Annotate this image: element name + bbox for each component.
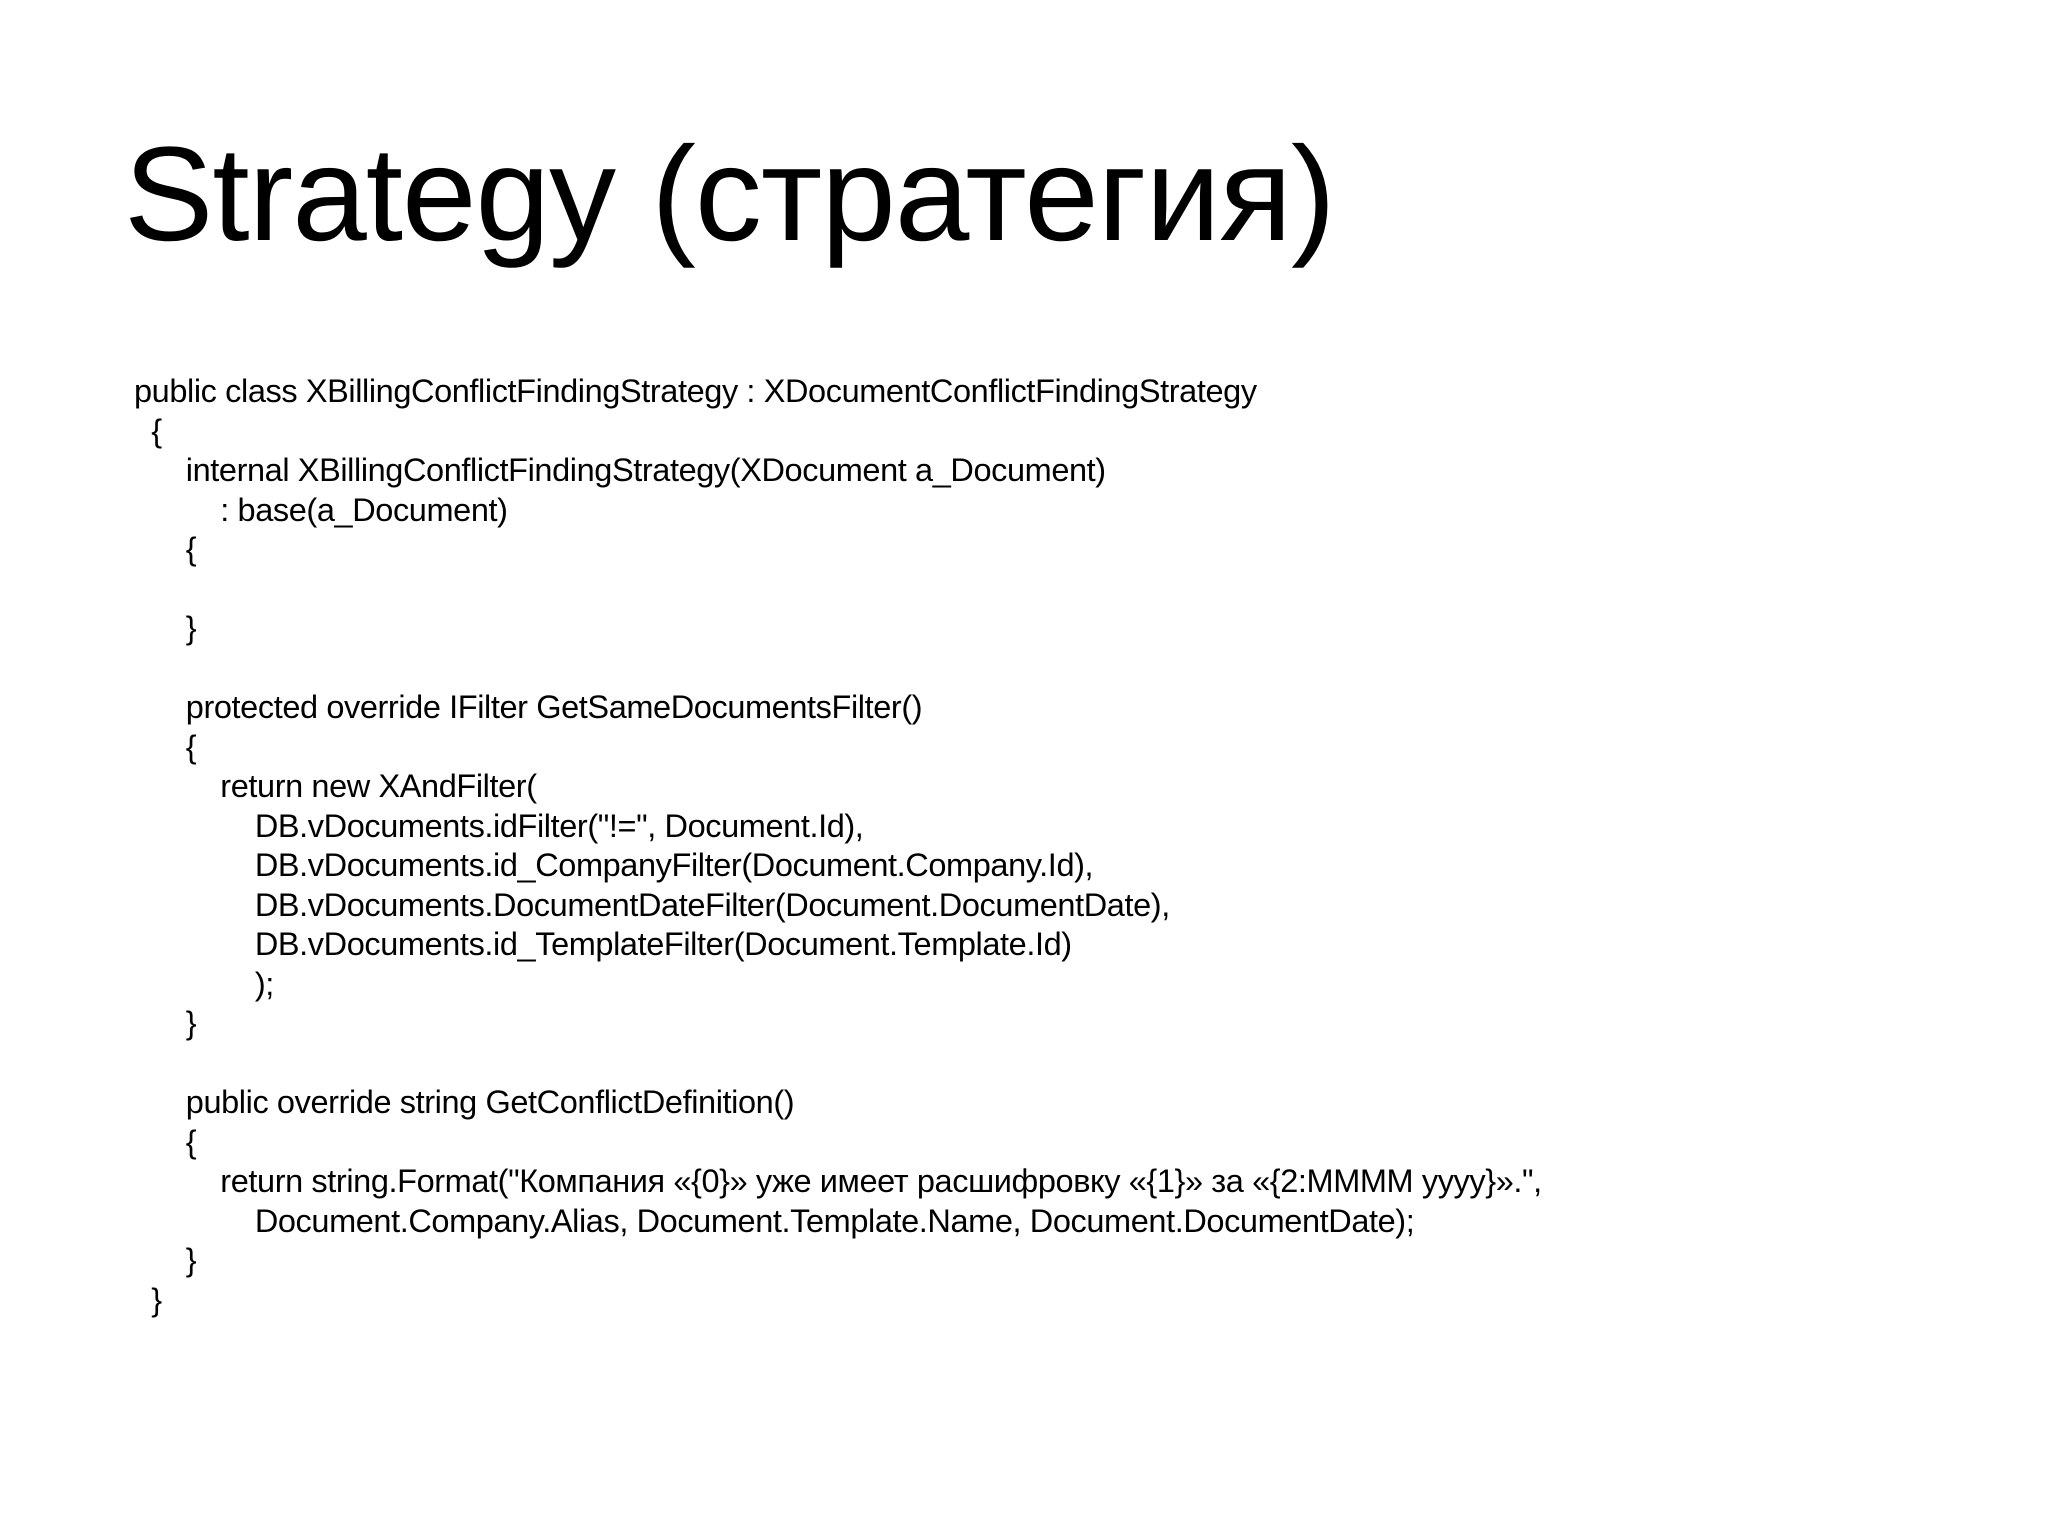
code-line: : base(a_Document): [134, 491, 508, 528]
code-line: );: [134, 965, 274, 1002]
code-line: [134, 1044, 1542, 1084]
code-line: public override string GetConflictDefinition(): [134, 1084, 795, 1120]
code-line: DB.vDocuments.id_CompanyFilter(Document.Company.Id),: [134, 847, 1094, 883]
slide-title: Strategy (стратегия): [124, 120, 1335, 269]
code-line: Document.Company.Alias, Document.Template.Name, Document.DocumentDate);: [134, 1202, 1415, 1239]
code-line: }: [134, 1281, 162, 1318]
code-line: }: [134, 610, 197, 646]
code-line: DB.vDocuments.DocumentDateFilter(Document.DocumentDate),: [134, 886, 1170, 923]
code-line: {: [134, 412, 162, 449]
code-line: return string.Format("Компания «{0}» уже имеет расшифровку «{1}» за «{2:MMMM yyyy}».",: [134, 1163, 1542, 1199]
code-line: DB.vDocuments.idFilter("!=", Document.Id),: [134, 807, 864, 844]
code-line: internal XBillingConflictFindingStrategy(XDocument a_Document): [134, 452, 1106, 488]
code-line: {: [134, 728, 197, 765]
code-line: [134, 570, 1542, 610]
code-line: }: [134, 1005, 197, 1041]
code-line: }: [134, 1242, 197, 1278]
code-line: public class XBillingConflictFindingStrategy : XDocumentConflictFindingStrategy: [134, 373, 1257, 409]
code-line: protected override IFilter GetSameDocumentsFilter(): [134, 689, 923, 725]
code-line: DB.vDocuments.id_TemplateFilter(Document.Template.Id): [134, 926, 1072, 962]
code-line: {: [134, 1123, 197, 1160]
code-line: {: [134, 531, 197, 567]
code-block: [134, 372, 1542, 1320]
code-line: return new XAndFilter(: [134, 768, 537, 804]
code-line: [134, 649, 1542, 689]
